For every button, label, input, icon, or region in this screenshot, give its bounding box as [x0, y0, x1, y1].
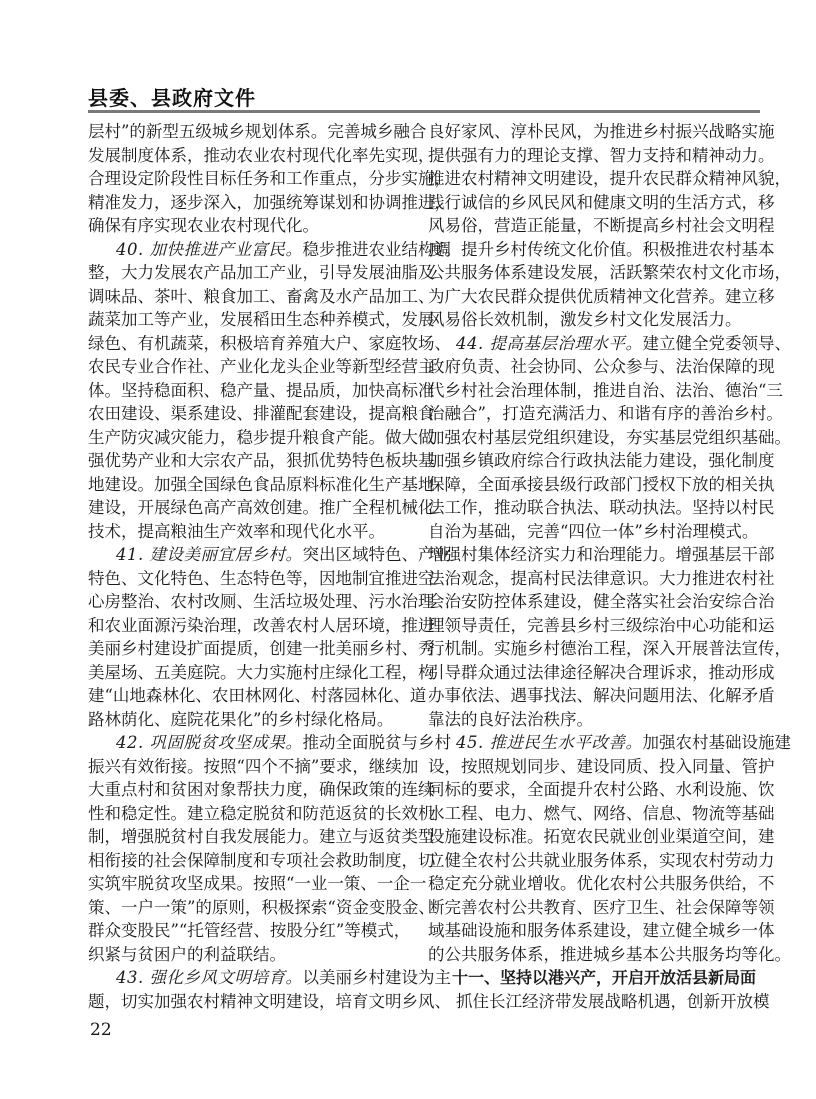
text-line [428, 896, 775, 920]
text-line [428, 238, 775, 262]
line-text: 理领导责任，完善县乡村三级综治中心功能和运 [428, 615, 775, 635]
line-text: 生产防灾减灾能力，稳步提升粮食产能。做大做 [88, 427, 435, 447]
text-line [428, 144, 775, 168]
text-line [428, 308, 746, 332]
line-text: 提供强有力的理论支撑、智力支持和精神动力。 [428, 145, 775, 165]
text-line [88, 849, 435, 873]
text-line [428, 590, 775, 614]
text-line [88, 731, 451, 755]
line-text: 会治安防控体系建设，健全落实社会治安综合治 [428, 592, 775, 611]
paragraph-heading: 45. 推进民生水平改善。 [456, 733, 643, 752]
line-text: 践行诚信的乡风民风和健康文明的生活方式，移 [428, 192, 775, 212]
line-text: 推动全面脱贫与乡村 [302, 733, 451, 752]
text-line [428, 214, 775, 238]
paragraph-heading: 42. 巩固脱贫攻坚成果。 [116, 733, 303, 752]
text-line [428, 167, 791, 191]
text-line [88, 708, 408, 732]
line-text: 加强乡镇政府综合行政执法能力建设，强化制度 [428, 451, 775, 470]
line-text: 相衔接的社会保障制度和专项社会救助制度，切 [88, 850, 435, 870]
text-line [428, 919, 775, 943]
line-text: 振兴有效衔接。按照“四个不摘”要求，继续加 [88, 756, 419, 776]
text-line [428, 402, 783, 426]
line-text: 风易俗长效机制，激发乡村文化发展活力。 [428, 310, 742, 329]
paragraph-heading: 43. 强化乡风文明培育。 [116, 968, 303, 987]
text-line [88, 919, 411, 943]
text-line [88, 567, 435, 591]
line-text: 度。提升乡村传统文化价值。积极推进农村基本 [428, 239, 775, 259]
paragraph-heading: 41. 建设美丽宜居乡村。 [116, 545, 303, 564]
running-header-title: 县委、县政府文件 [88, 86, 256, 110]
line-text: 层村”的新型五级城乡规划体系。完善城乡融合 [88, 122, 427, 141]
line-text: 策、一户一策”的原则，积极探索“资金变股金、 [88, 897, 435, 917]
line-text: 整，大力发展农产品加工产业，引导发展油脂及 [88, 263, 435, 282]
line-text: 风易俗，营造正能量，不断提高乡村社会文明程 [428, 216, 775, 235]
line-text: 实筑牢脱贫攻坚成果。按照“一业一策、一企一 [88, 874, 427, 893]
text-line [88, 943, 408, 967]
line-text: 域基础设施和服务体系建设，建立健全城乡一体 [428, 921, 775, 940]
line-text: 强优势产业和大宗农产品，狠抓优势特色板块基 [88, 451, 435, 470]
text-line [428, 449, 775, 473]
line-text: 稳定充分就业增收。优化农村公共服务供给，不 [428, 874, 775, 893]
text-line [428, 543, 775, 567]
text-line [88, 285, 435, 309]
text-line [88, 355, 435, 379]
line-text: 公共服务体系建设发展，活跃繁荣农村文化市场， [428, 263, 791, 282]
text-line [88, 966, 451, 990]
text-line [88, 496, 435, 520]
right-column [428, 120, 791, 1013]
line-text: 引导群众通过法律途径解决合理诉求，推动形成 [428, 662, 775, 682]
line-text: 靠法的良好法治秩序。 [428, 709, 593, 729]
text-line [88, 661, 435, 685]
text-line [88, 332, 451, 356]
line-text: 美丽乡村建设扩面提质，创建一批美丽乡村、秀 [88, 639, 435, 658]
text-line [88, 872, 427, 896]
line-text: 体。坚持稳面积、稳产量、提品质，加快高标准 [88, 380, 435, 400]
line-text: 推进农村精神文明建设，提升农民群众精神风貌， [428, 169, 791, 188]
text-line [428, 778, 775, 802]
text-line [428, 802, 775, 826]
text-line [428, 731, 791, 755]
text-line [428, 261, 791, 285]
line-text: 建“山地森林化、农田林网化、村落园林化、道 [88, 686, 427, 705]
line-text: 以美丽乡村建设为主 [302, 968, 451, 987]
line-text: 群众变股民”“托管经营、按股分红”等模式， [88, 921, 411, 940]
line-text: 技术，提高粮油生产效率和现代化水平。 [88, 521, 385, 541]
header-rule [88, 110, 760, 113]
line-text: 自治为基础，完善“四位一体”乡村治理模式。 [428, 521, 759, 541]
left-column [88, 120, 451, 1013]
text-line [88, 449, 435, 473]
text-line [88, 590, 435, 614]
line-text: 特色、文化特色、生态特色等，因地制宜推进空 [88, 568, 435, 588]
text-line [428, 755, 775, 779]
line-text: 织紧与贫困户的利益联结。 [88, 944, 286, 964]
line-text: 绿色、有机蔬菜，积极培育养殖大户、家庭牧场、 [88, 333, 451, 353]
paragraph-heading: 40. 加快推进产业富民。 [116, 239, 303, 259]
text-line [428, 614, 775, 638]
text-line [428, 379, 783, 403]
text-line [88, 778, 435, 802]
line-text: 良好家风、淳朴民风，为推进乡村振兴战略实施 [428, 122, 775, 141]
line-text: 制，增强脱贫村自我发展能力。建立与返贫类型 [88, 827, 435, 846]
line-text: 地建设。加强全国绿色食品原料标准化生产基地 [88, 474, 435, 494]
text-line [88, 543, 451, 567]
text-line [88, 191, 451, 215]
text-line [88, 238, 451, 262]
line-text: 题，切实加强农村精神文明建设，培育文明乡风、 [88, 991, 451, 1011]
line-text: 治融合”，打造充满活力、和谐有序的善治乡村。 [428, 404, 783, 423]
section-heading: 十一、坚持以港兴产，开启开放活县新局面 [452, 968, 757, 987]
text-line [88, 755, 419, 779]
line-text: 蔬菜加工等产业，发展稻田生态种养模式，发展 [88, 310, 435, 329]
line-text: 立健全农村公共就业服务体系，实现农村劳动力 [428, 850, 775, 870]
line-text: 断完善农村公共教育、医疗卫生、社会保障等领 [428, 897, 775, 917]
text-line [428, 332, 791, 356]
line-text: 办事依法、遇事找法、解决问题用法、化解矛盾 [428, 686, 775, 705]
text-line [88, 614, 435, 638]
line-text: 农田建设、渠系建设、排灌配套建设，提高粮食 [88, 404, 435, 423]
line-text: 为广大农民群众提供优质精神文化营养。建立移 [428, 286, 775, 306]
line-text: 路林荫化、庭院花果化”的乡村绿化格局。 [88, 709, 394, 729]
line-text: 抓住长江经济带发展战略机遇，创新开放模 [456, 991, 770, 1011]
line-text: 发展制度体系，推动农业农村现代化率先实现， [88, 145, 435, 165]
text-line [88, 167, 451, 191]
line-text: 设，按照规划同步、建设同质、投入同量、管护 [428, 756, 775, 776]
text-line [428, 684, 775, 708]
line-text: 建设，开展绿色高产高效创建。推广全程机械化 [88, 498, 435, 517]
text-line [428, 567, 775, 591]
text-line [428, 496, 775, 520]
line-text: 大重点村和贫困对象帮扶力度，确保政策的连续 [88, 780, 435, 799]
line-text: 增强村集体经济实力和治理能力。增强基层干部 [428, 545, 775, 564]
line-text: 加强农村基层党组织建设，夯实基层党组织基础。 [428, 427, 791, 447]
line-text: 政府负责、社会协同、公众参与、法治保障的现 [428, 357, 775, 376]
line-text: 加强农村基础设施建 [642, 733, 791, 752]
line-text: 性和稳定性。建立稳定脱贫和防范返贫的长效机 [88, 803, 435, 823]
text-line [428, 708, 746, 732]
text-line [428, 120, 775, 144]
line-text: 心房整治、农村改厕、生活垃圾处理、污水治理 [88, 592, 435, 611]
text-line [88, 637, 435, 661]
line-text: 建立健全党委领导、 [642, 333, 791, 353]
text-line [88, 214, 408, 238]
line-text: 同标的要求，全面提升农村公路、水利设施、饮 [428, 780, 775, 799]
text-line [428, 943, 791, 967]
line-text: 代乡村社会治理体制，推进自治、法治、德治“三 [428, 380, 783, 400]
text-line [88, 684, 427, 708]
line-text: 法治观念，提高村民法律意识。大力推进农村社 [428, 568, 775, 588]
text-line [88, 473, 435, 497]
text-line [428, 661, 775, 685]
line-text: 法工作，推动联合执法、联动执法。坚持以村民 [428, 498, 775, 517]
line-text: 精准发力，逐步深入，加强统筹谋划和协调推进， [88, 192, 451, 212]
text-line [428, 872, 775, 896]
line-text: 突出区域特色、产业 [302, 545, 451, 564]
line-text: 和农业面源污染治理，改善农村人居环境，推进 [88, 615, 435, 635]
text-line [428, 191, 775, 215]
line-text: 保障，全面承接县级行政部门授权下放的相关执 [428, 474, 775, 494]
text-line [428, 355, 775, 379]
text-line [88, 520, 408, 544]
line-text: 调味品、茶叶、粮食加工、畜禽及水产品加工、 [88, 286, 435, 306]
text-line [428, 426, 791, 450]
text-line [88, 990, 451, 1014]
line-text: 合理设定阶段性目标任务和工作重点，分步实施， [88, 169, 451, 188]
text-line [428, 520, 759, 544]
paragraph-heading: 44. 提高基层治理水平。 [456, 333, 643, 353]
text-line [88, 825, 435, 849]
text-line [88, 261, 435, 285]
line-text: 确保有序实现农业农村现代化。 [88, 216, 319, 235]
text-line [88, 802, 435, 826]
line-text: 农民专业合作社、产业化龙头企业等新型经营主 [88, 357, 435, 376]
page-number: 22 [90, 1020, 112, 1040]
text-line [88, 896, 435, 920]
line-text: 稳步推进农业结构调 [302, 239, 451, 259]
line-text: 行机制。实施乡村德治工程，深入开展普法宣传， [428, 639, 791, 658]
line-text: 美屋场、五美庭院。大力实施村庄绿化工程，构 [88, 662, 435, 682]
text-line [88, 308, 435, 332]
text-line [428, 849, 775, 873]
text-line [428, 637, 791, 661]
text-line [88, 402, 435, 426]
text-line [88, 120, 427, 144]
line-text: 的公共服务体系，推进城乡基本公共服务均等化。 [428, 944, 791, 964]
text-line [428, 825, 775, 849]
text-line [428, 285, 775, 309]
text-line [428, 473, 775, 497]
text-line [88, 144, 435, 168]
line-text: 水工程、电力、燃气、网络、信息、物流等基础 [428, 803, 775, 823]
text-line [88, 426, 435, 450]
text-line [88, 379, 435, 403]
line-text: 设施建设标准。拓宽农民就业创业渠道空间，建 [428, 827, 775, 846]
text-line [428, 990, 770, 1014]
